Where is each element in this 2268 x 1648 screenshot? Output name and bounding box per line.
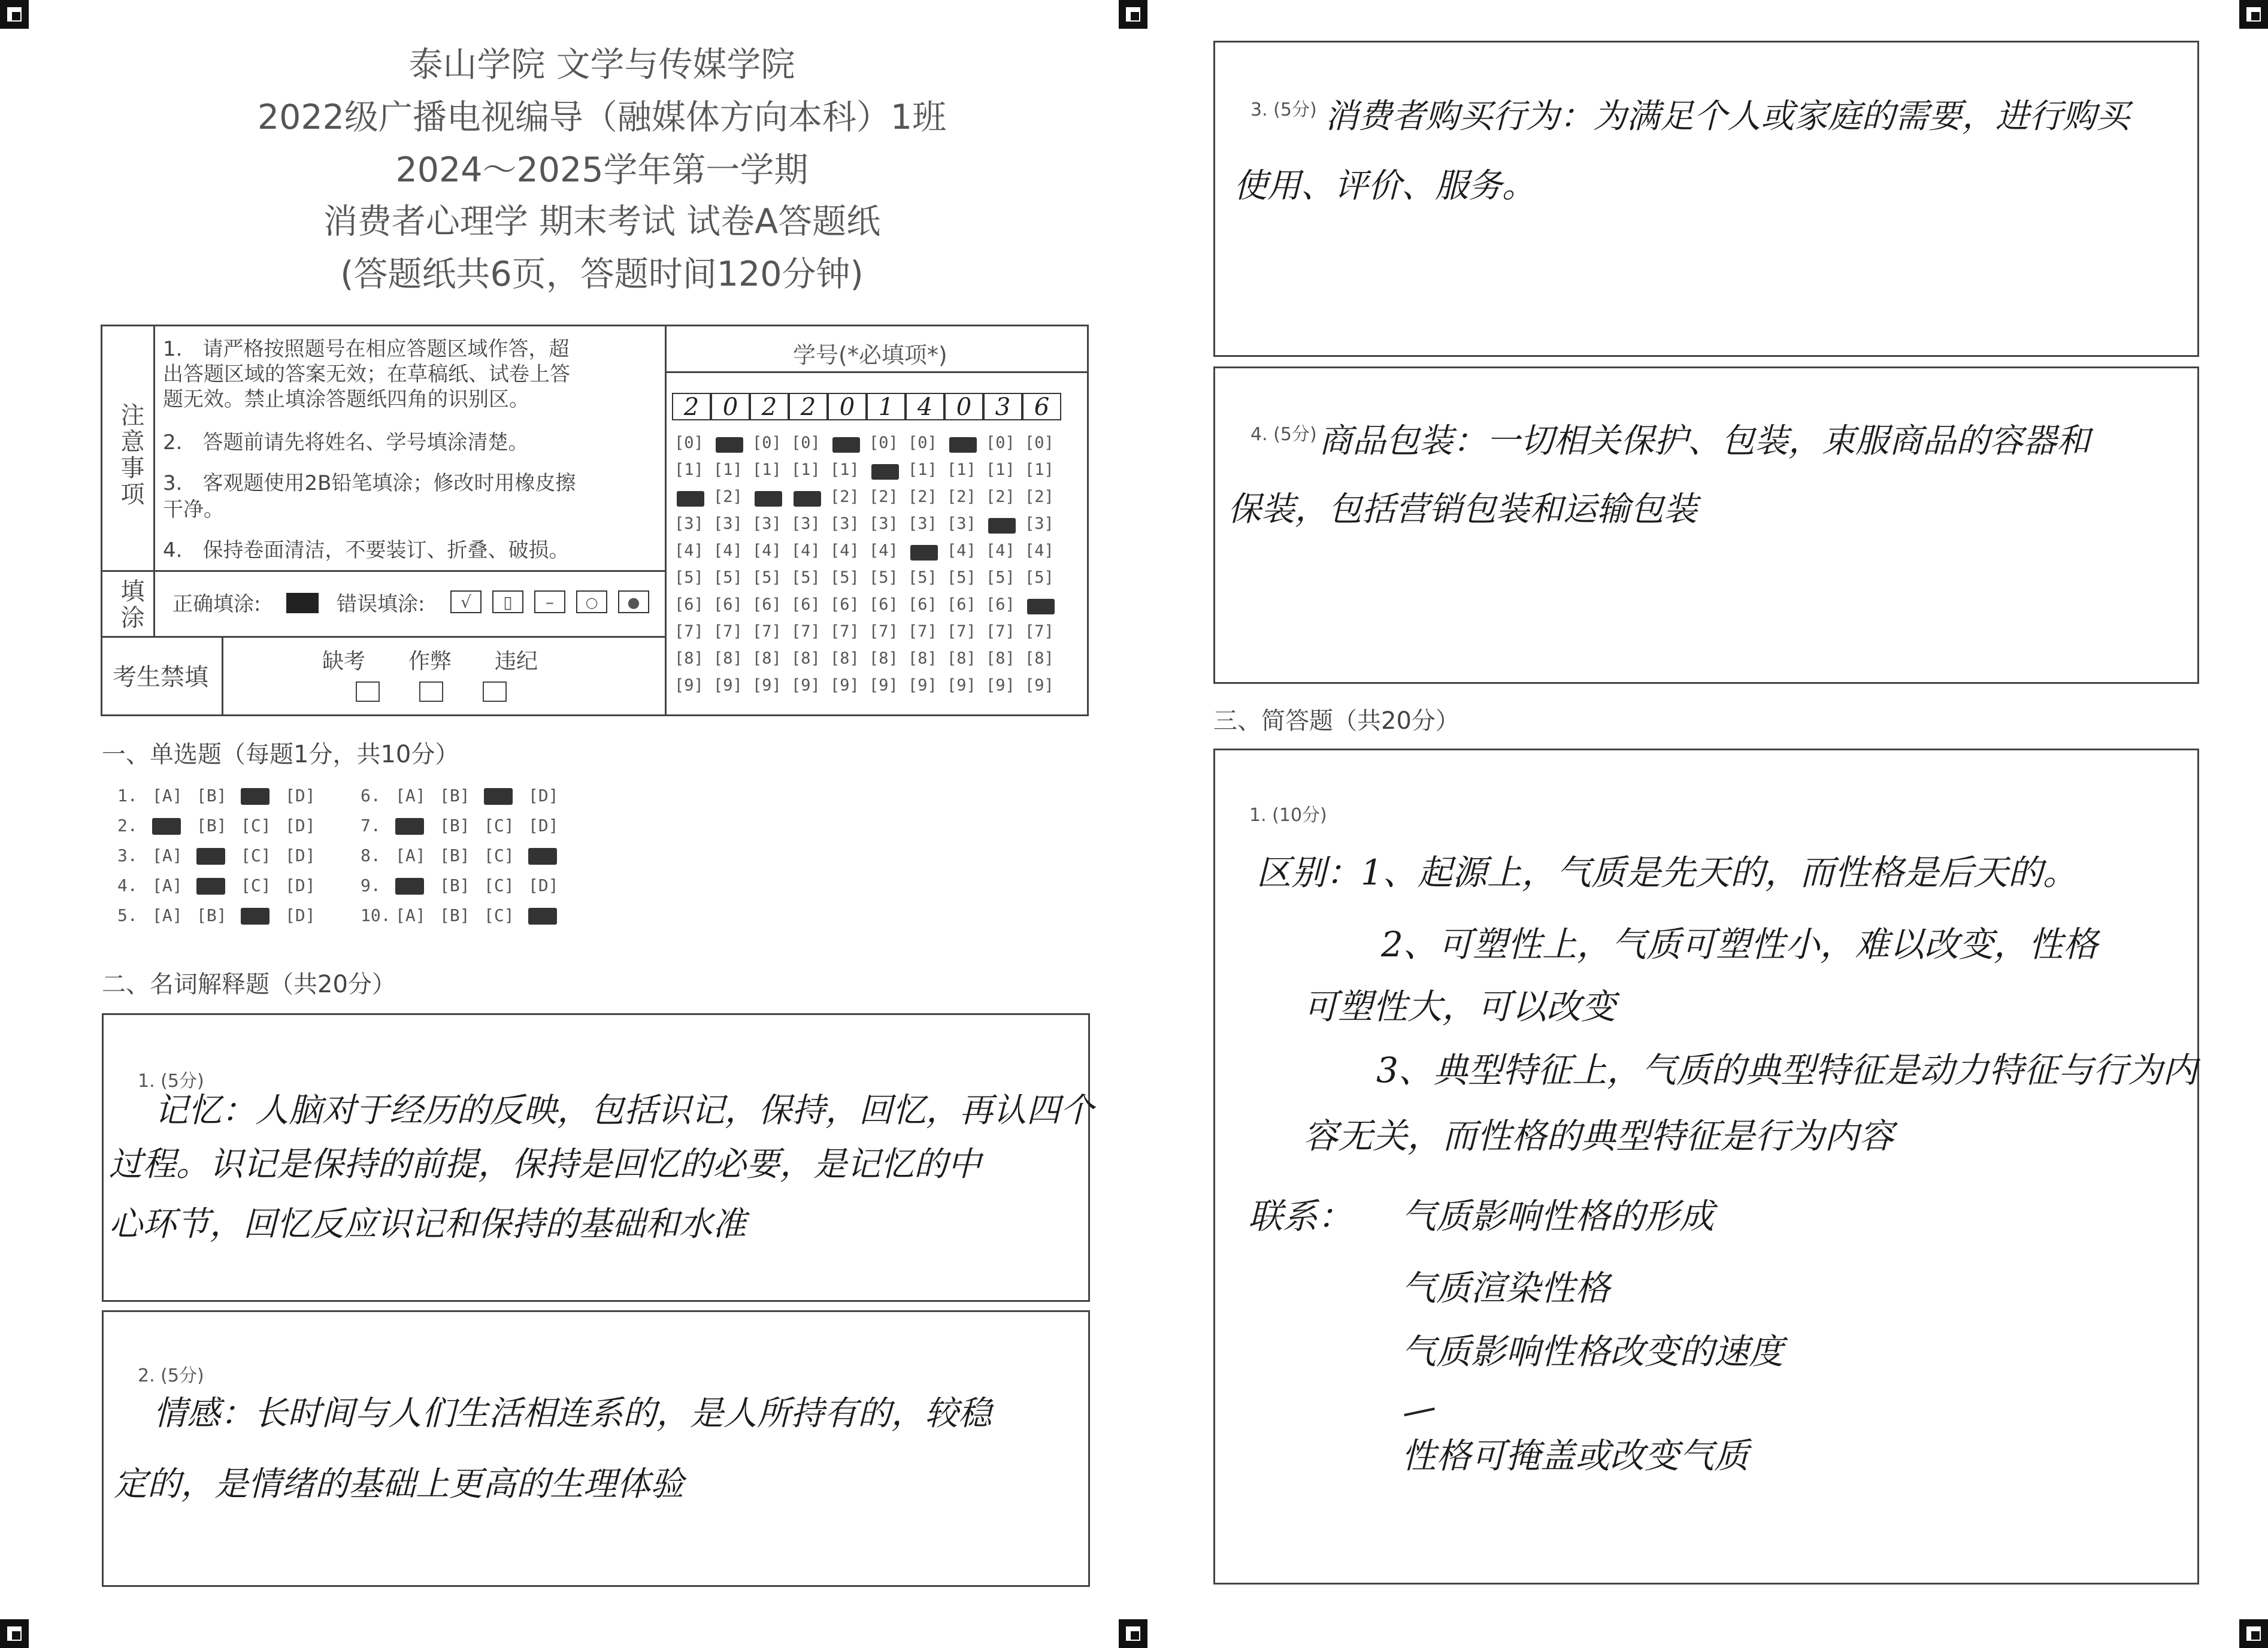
student-id-bubble[interactable] [791, 487, 820, 506]
handwritten-answer-line: 3、典型特征上，气质的典型特征是动力特征与行为内 [1376, 1050, 2197, 1090]
student-id-bubble[interactable]: [1] [1025, 461, 1054, 479]
handwritten-answer-line: 过程。识记是保持的前提，保持是回忆的必要，是记忆的中 [109, 1145, 981, 1184]
student-id-bubble[interactable]: [7] [947, 622, 976, 641]
student-id-title: 学号(*必填项*) [793, 342, 947, 368]
choice-bubble[interactable]: [B] [440, 905, 470, 925]
student-id-bubble[interactable] [830, 434, 859, 452]
choice-bubble[interactable]: [B] [440, 846, 470, 865]
header-exam-title: 消费者心理学 期末考试 试卷A答题纸 [323, 202, 881, 241]
choice-bubble[interactable]: [C] [484, 816, 514, 835]
handwritten-answer-line: 气质影响性格改变的速度 [1401, 1331, 1784, 1372]
student-id-bubble[interactable]: [4] [947, 541, 976, 560]
choice-bubble[interactable]: [B] [440, 786, 470, 805]
student-id-bubble[interactable]: [0] [869, 434, 898, 452]
student-id-bubble[interactable]: [3] [674, 514, 704, 533]
choice-bubble[interactable]: [D] [528, 875, 559, 895]
section1-title: 一、单选题（每题1分，共10分） [102, 741, 459, 768]
section3-title: 三、简答题（共20分） [1213, 707, 1459, 735]
notes-divider-vertical [153, 325, 155, 571]
student-id-bubble[interactable]: [5] [791, 568, 820, 587]
choice-bubble[interactable]: [C] [484, 846, 514, 865]
choice-bubble[interactable]: [B] [440, 816, 470, 835]
student-id-bubble[interactable]: [8] [1025, 649, 1054, 668]
student-id-bubble[interactable]: [8] [713, 649, 743, 668]
student-id-bubble[interactable]: [6] [713, 595, 743, 614]
question-number: 8. [361, 846, 381, 865]
student-id-bubble[interactable]: [7] [986, 622, 1015, 641]
student-id-bubble[interactable]: [3] [947, 514, 976, 533]
student-id-bubble[interactable]: [4] [986, 541, 1015, 560]
question-number: 10. [361, 905, 391, 925]
student-id-bubble[interactable]: [8] [674, 649, 704, 668]
student-id-bubble[interactable]: [8] [908, 649, 937, 668]
student-id-bubble[interactable]: [9] [908, 676, 937, 695]
student-id-bubble[interactable]: [2] [713, 487, 743, 506]
choice-bubble[interactable]: [D] [528, 786, 559, 805]
student-id-bubble[interactable]: [3] [830, 514, 859, 533]
handwritten-answer-line: 区别：1、起源上，气质是先天的，而性格是后天的。 [1256, 852, 2078, 893]
answer-box-q2-2 [102, 1310, 1090, 1587]
student-id-bubble[interactable] [752, 487, 782, 506]
student-id-bubble[interactable]: [6] [791, 595, 820, 614]
student-id-bubble[interactable]: [4] [791, 541, 820, 560]
handwritten-answer-line: 保装，包括营销包装和运输包装 [1228, 490, 1697, 529]
student-id-bubble[interactable]: [5] [713, 568, 743, 587]
choice-bubble[interactable]: [B] [440, 875, 470, 895]
student-id-bubble[interactable]: [5] [986, 568, 1015, 587]
exam-forbid-label: 考生禁填 [113, 664, 208, 691]
forbid-divider-vertical [222, 636, 223, 716]
fill-divider-vertical [153, 570, 155, 637]
student-id-bubble[interactable]: [7] [1025, 622, 1054, 641]
choice-bubble[interactable]: [C] [241, 816, 271, 835]
student-id-bubble[interactable]: [4] [713, 541, 743, 560]
student-id-digit: 4 [906, 393, 944, 420]
handwritten-answer-line: 记忆：人脑对于经历的反映，包括识记，保持，回忆，再认四个 [155, 1091, 1094, 1130]
student-id-digit: 0 [944, 393, 983, 420]
question-number: 4. [117, 875, 138, 895]
notes-side-label: 注意事项 [117, 402, 144, 508]
student-id-bubble[interactable] [869, 461, 898, 479]
student-id-bubble[interactable]: [7] [674, 622, 704, 641]
note-line: 题无效。禁止填涂答题纸四角的识别区。 [163, 387, 529, 411]
notes-divider-horizontal [101, 570, 666, 572]
student-id-bubble[interactable]: [4] [674, 541, 704, 560]
student-id-bubble[interactable]: [8] [869, 649, 898, 668]
student-id-bubble[interactable]: [3] [869, 514, 898, 533]
student-id-bubble[interactable]: [3] [752, 514, 782, 533]
choice-bubble[interactable] [241, 905, 271, 925]
student-id-bubble[interactable]: [6] [908, 595, 937, 614]
student-id-bubble[interactable]: [2] [947, 487, 976, 506]
choice-bubble[interactable]: [A] [395, 905, 426, 925]
question-label: 4. (5分) [1250, 424, 1317, 445]
student-id-bubble[interactable]: [7] [830, 622, 859, 641]
registration-marker-bottom-right [2239, 1619, 2268, 1648]
question-number: 2. [117, 816, 138, 835]
info-divider-vertical [665, 325, 667, 716]
wrong-mark-check: √ [450, 590, 482, 613]
choice-bubble[interactable] [528, 846, 559, 865]
handwritten-answer-line: 情感：长时间与人们生活相连系的，是人所持有的，较稳 [153, 1394, 992, 1433]
question-label: 1. (10分) [1249, 805, 1327, 826]
student-id-bubble[interactable]: [1] [908, 461, 937, 479]
student-id-bubble[interactable]: [3] [1025, 514, 1054, 533]
student-id-bubble[interactable] [908, 541, 937, 560]
student-id-bubble[interactable]: [0] [752, 434, 782, 452]
student-id-bubble[interactable]: [7] [713, 622, 743, 641]
student-id-bubble[interactable]: [7] [791, 622, 820, 641]
student-id-bubble[interactable]: [5] [908, 568, 937, 587]
student-id-bubble[interactable]: [5] [830, 568, 859, 587]
student-id-bubble[interactable]: [9] [674, 676, 704, 695]
student-id-bubble[interactable]: [9] [791, 676, 820, 695]
student-id-bubble[interactable]: [9] [713, 676, 743, 695]
note-line: 1. 请严格按照题号在相应答题区域作答，超 [163, 337, 570, 361]
student-id-bubble[interactable]: [5] [869, 568, 898, 587]
student-id-bubble[interactable]: [5] [674, 568, 704, 587]
question-number: 6. [361, 786, 381, 805]
handwritten-answer-line: 使用、评价、服务。 [1234, 166, 1536, 205]
registration-marker-bottom-left [0, 1619, 29, 1648]
choice-bubble[interactable] [196, 846, 227, 865]
student-id-bubble[interactable]: [6] [830, 595, 859, 614]
student-id-bubble[interactable]: [7] [908, 622, 937, 641]
registration-marker-top-middle [1119, 0, 1147, 29]
choice-bubble[interactable]: [C] [484, 905, 514, 925]
student-id-digit: 6 [1022, 393, 1061, 420]
header-class: 2022级广播电视编导（融媒体方向本科）1班 [257, 98, 947, 137]
student-id-bubble[interactable]: [2] [830, 487, 859, 506]
student-id-bubble[interactable]: [9] [986, 676, 1015, 695]
question-number: 7. [361, 816, 381, 835]
wrong-mark-dot: ● [618, 590, 649, 613]
handwritten-answer-line: 气质影响性格的形成 [1401, 1196, 1715, 1237]
choice-bubble[interactable] [395, 875, 426, 895]
student-id-bubble[interactable]: [2] [869, 487, 898, 506]
correct-fill-label: 正确填涂: [172, 592, 261, 616]
student-id-bubble[interactable]: [4] [1025, 541, 1054, 560]
choice-bubble[interactable]: [B] [196, 816, 227, 835]
fill-side-label: 填涂 [117, 578, 144, 631]
student-id-bubble[interactable]: [1] [791, 461, 820, 479]
correct-fill-sample [286, 593, 319, 613]
handwritten-answer-line: 联系： [1248, 1196, 1353, 1237]
student-id-bubble[interactable]: [2] [908, 487, 937, 506]
student-id-bubble[interactable]: [1] [713, 461, 743, 479]
choice-bubble[interactable]: [B] [196, 786, 227, 805]
student-id-bubble[interactable]: [1] [752, 461, 782, 479]
student-id-bubble[interactable]: [4] [869, 541, 898, 560]
choice-bubble[interactable]: [A] [395, 786, 426, 805]
wrong-fill-label: 错误填涂: [337, 592, 425, 616]
choice-bubble[interactable] [484, 786, 514, 805]
question-label: 1. (5分) [138, 1071, 204, 1092]
student-id-bubble[interactable]: [6] [947, 595, 976, 614]
student-id-bubble[interactable]: [2] [986, 487, 1015, 506]
choice-bubble[interactable]: [C] [241, 846, 271, 865]
student-id-bubble[interactable]: [7] [752, 622, 782, 641]
choice-bubble[interactable]: [A] [152, 786, 183, 805]
handwritten-answer-line: 2、可塑性上，气质可塑性小，难以改变，性格 [1381, 924, 2098, 965]
question-number: 1. [117, 786, 138, 805]
choice-bubble[interactable]: [D] [285, 816, 316, 835]
student-id-bubble[interactable] [674, 487, 704, 506]
student-id-bubble[interactable]: [0] [674, 434, 704, 452]
student-id-bubble[interactable]: [6] [869, 595, 898, 614]
student-id-bubble[interactable] [986, 514, 1015, 533]
student-id-bubble[interactable]: [3] [791, 514, 820, 533]
forbid-option-cheat: 作弊 [408, 649, 452, 674]
header-school: 泰山学院 文学与传媒学院 [408, 45, 795, 84]
choice-bubble[interactable] [152, 816, 183, 835]
student-id-bubble[interactable]: [2] [1025, 487, 1054, 506]
handwritten-answer-line: 气质渲染性格 [1401, 1268, 1610, 1308]
note-line: 干净。 [163, 498, 224, 522]
student-id-bubble[interactable]: [8] [947, 649, 976, 668]
student-id-bubble[interactable]: [9] [947, 676, 976, 695]
forbid-checkbox-absent[interactable] [356, 681, 380, 702]
handwritten-answer-line: 容无关，而性格的典型特征是行为内容 [1303, 1116, 1894, 1156]
registration-marker-top-right [2239, 0, 2268, 29]
student-id-digit: 0 [828, 393, 867, 420]
student-id-bubble[interactable]: [9] [752, 676, 782, 695]
choice-bubble[interactable]: [A] [152, 905, 183, 925]
header-sheet-info: (答题纸共6页，答题时间120分钟) [340, 255, 864, 294]
student-id-bubble[interactable]: [0] [908, 434, 937, 452]
choice-bubble[interactable]: [A] [152, 875, 183, 895]
wrong-mark-circle: ○ [576, 590, 607, 613]
student-id-bubble[interactable]: [6] [986, 595, 1015, 614]
student-id-bubble[interactable]: [6] [674, 595, 704, 614]
student-id-bubble[interactable]: [8] [791, 649, 820, 668]
question-label: 3. (5分) [1250, 99, 1317, 120]
student-id-bubble[interactable]: [9] [869, 676, 898, 695]
fill-divider-horizontal [101, 636, 666, 638]
student-id-bubble[interactable]: [4] [830, 541, 859, 560]
handwritten-answer-line: 商品包装：一切相关保护、包装，束服商品的容器和 [1319, 422, 2090, 461]
student-id-digit: 2 [789, 393, 828, 420]
wrong-mark-dash: – [534, 590, 565, 613]
question-number: 3. [117, 846, 138, 865]
choice-bubble[interactable]: [D] [285, 846, 316, 865]
student-id-bubble[interactable] [713, 434, 743, 452]
handwritten-answer-line: 可塑性大，可以改变 [1303, 986, 1616, 1027]
student-id-bubble[interactable]: [1] [947, 461, 976, 479]
choice-bubble[interactable]: [D] [285, 905, 316, 925]
handwritten-answer-line: 消费者购买行为：为满足个人或家庭的需要，进行购买 [1325, 97, 2130, 136]
choice-bubble[interactable] [395, 816, 426, 835]
handwritten-answer-line: 心环节，回忆反应识记和保持的基础和水准 [109, 1205, 746, 1244]
student-id-bubble[interactable]: [5] [947, 568, 976, 587]
choice-bubble[interactable]: [A] [152, 846, 183, 865]
student-id-bubble[interactable]: [8] [752, 649, 782, 668]
student-id-bubble[interactable]: [7] [869, 622, 898, 641]
student-id-digit: 0 [711, 393, 750, 420]
registration-marker-top-left [0, 0, 29, 29]
student-id-bubble[interactable]: [1] [830, 461, 859, 479]
student-id-digit: 2 [672, 393, 711, 420]
note-line: 出答题区域的答案无效；在草稿纸、试卷上答 [163, 362, 570, 386]
student-id-bubble[interactable]: [9] [830, 676, 859, 695]
forbid-checkbox-cheat[interactable] [419, 681, 443, 702]
student-id-bubble[interactable]: [3] [713, 514, 743, 533]
student-id-bubble[interactable] [1025, 595, 1054, 614]
student-id-bubble[interactable]: [9] [1025, 676, 1054, 695]
question-label: 2. (5分) [138, 1365, 204, 1386]
student-id-bubble[interactable]: [8] [986, 649, 1015, 668]
section2-title: 二、名词解释题（共20分） [102, 971, 396, 998]
handwritten-answer-line: 性格可掩盖或改变气质 [1401, 1435, 1749, 1476]
choice-bubble[interactable]: [D] [528, 816, 559, 835]
choice-bubble[interactable]: [B] [196, 905, 227, 925]
question-number: 5. [117, 905, 138, 925]
choice-bubble[interactable] [528, 905, 559, 925]
header-term: 2024～2025学年第一学期 [395, 150, 809, 190]
student-id-digit: 3 [983, 393, 1022, 420]
student-id-bubble[interactable]: [8] [830, 649, 859, 668]
choice-bubble[interactable]: [D] [285, 786, 316, 805]
student-id-bubble[interactable]: [1] [986, 461, 1015, 479]
student-id-digit: 2 [750, 393, 789, 420]
choice-bubble[interactable] [241, 786, 271, 805]
choice-bubble[interactable]: [D] [285, 875, 316, 895]
student-id-bubble[interactable]: [6] [752, 595, 782, 614]
wrong-mark-half: ▯ [492, 590, 523, 613]
choice-bubble[interactable]: [C] [484, 875, 514, 895]
handwritten-answer-line: 定的，是情绪的基础上更高的生理体验 [114, 1465, 684, 1504]
student-id-bubble[interactable]: [5] [1025, 568, 1054, 587]
forbid-option-absent: 缺考 [322, 649, 366, 674]
choice-bubble[interactable]: [A] [395, 846, 426, 865]
student-id-title-divider [666, 371, 1089, 373]
question-number: 9. [361, 875, 381, 895]
student-id-bubble[interactable]: [0] [791, 434, 820, 452]
note-line: 3. 客观题使用2B铅笔填涂；修改时用橡皮擦 [163, 471, 576, 495]
student-id-bubble[interactable]: [5] [752, 568, 782, 587]
student-id-bubble[interactable] [947, 434, 976, 452]
student-id-bubble[interactable]: [0] [1025, 434, 1054, 452]
choice-bubble[interactable] [196, 875, 227, 895]
note-line: 4. 保持卷面清洁，不要装订、折叠、破损。 [163, 538, 570, 562]
student-id-bubble[interactable]: [3] [908, 514, 937, 533]
registration-marker-bottom-middle [1119, 1619, 1147, 1648]
choice-bubble[interactable]: [C] [241, 875, 271, 895]
forbid-option-violation: 违纪 [495, 649, 538, 674]
student-id-bubble[interactable]: [0] [986, 434, 1015, 452]
student-id-bubble[interactable]: [1] [674, 461, 704, 479]
forbid-checkbox-violation[interactable] [483, 681, 507, 702]
student-id-bubble[interactable]: [4] [752, 541, 782, 560]
student-id-digit: 1 [867, 393, 906, 420]
note-line: 2. 答题前请先将姓名、学号填涂清楚。 [163, 431, 529, 455]
